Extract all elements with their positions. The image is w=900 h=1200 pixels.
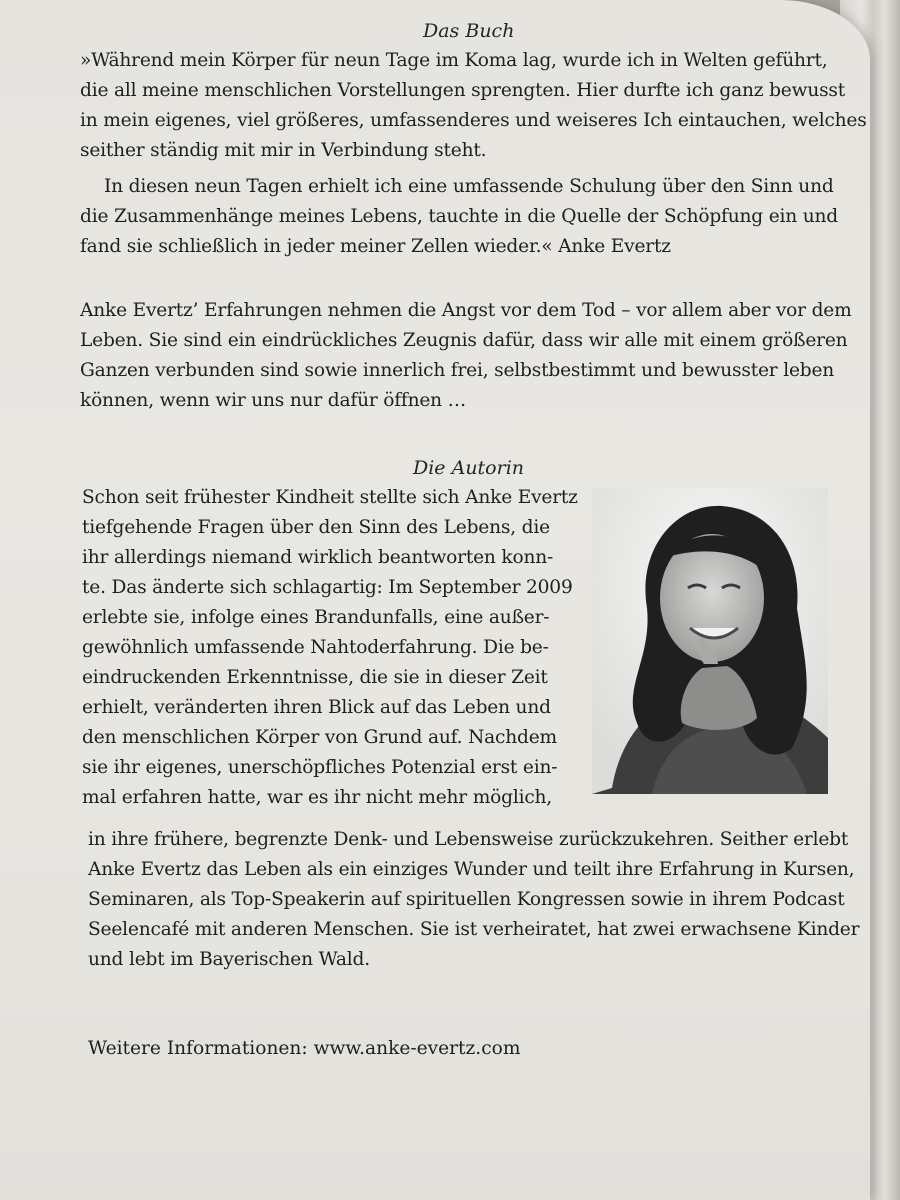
text-line: Schon seit frühester Kindheit stellte sich Anke Evertz (82, 487, 578, 508)
author-bio-full-width (88, 825, 859, 975)
text-line: tiefgehende Fragen über den Sinn des Lebens, die (82, 517, 550, 538)
author-photo (592, 488, 828, 794)
text-line: fand sie schließlich in jeder meiner Zellen wieder.« Anke Evertz (80, 236, 671, 257)
text-line: in ihre frühere, begrenzte Denk- und Lebensweise zurückzukehren. Seither erlebt (88, 829, 849, 850)
section-heading-author: Die Autorin (413, 457, 525, 479)
text-line: mal erfahren hatte, war es ihr nicht mehr möglich, (82, 787, 553, 808)
more-info-line: Weitere Informationen: www.anke-evertz.com (88, 1038, 521, 1059)
text-line: Anke Evertz’ Erfahrungen nehmen die Angst vor dem Tod – vor allem aber vor dem (80, 300, 852, 321)
author-bio-beside-photo (82, 483, 578, 813)
text-line: die all meine menschlichen Vorstellungen sprengten. Hier durfte ich ganz bewusst (80, 80, 846, 101)
book-description-paragraph (80, 296, 852, 416)
text-line: Seelencafé mit anderen Menschen. Sie ist verheiratet, hat zwei erwachsene Kinder (88, 919, 860, 940)
author-portrait-icon (592, 488, 828, 794)
text-line: te. Das änderte sich schlagartig: Im September 2009 (82, 577, 573, 598)
text-line: Leben. Sie sind ein eindrückliches Zeugnis dafür, dass wir alle mit einem größeren (80, 330, 848, 351)
text-line: in mein eigenes, viel größeres, umfassenderes und weiseres Ich eintauchen, welches (80, 110, 867, 131)
text-line: und lebt im Bayerischen Wald. (88, 949, 370, 970)
text-line: können, wenn wir uns nur dafür öffnen … (80, 390, 467, 411)
text-line: In diesen neun Tagen erhielt ich eine umfassende Schulung über den Sinn und (104, 176, 834, 197)
text-line: sie ihr eigenes, unerschöpfliches Potenzial erst ein- (82, 757, 558, 778)
text-line: Anke Evertz das Leben als ein einziges Wunder und teilt ihre Erfahrung in Kursen, (88, 859, 855, 880)
text-line: den menschlichen Körper von Grund auf. Nachdem (82, 727, 557, 748)
text-line: eindruckenden Erkenntnisse, die sie in dieser Zeit (82, 667, 548, 688)
book-quote-paragraph (80, 46, 867, 166)
text-line: Ganzen verbunden sind sowie innerlich frei, selbstbestimmt und bewusster leben (80, 360, 835, 381)
text-line: die Zusammenhänge meines Lebens, tauchte in die Quelle der Schöpfung ein und (80, 206, 838, 227)
text-line: »Während mein Körper für neun Tage im Koma lag, wurde ich in Welten geführt, (80, 50, 828, 71)
text-line: erhielt, veränderten ihren Blick auf das Leben und (82, 697, 551, 718)
text-line: erlebte sie, infolge eines Brandunfalls, eine außer- (82, 607, 550, 628)
text-line: gewöhnlich umfassende Nahtoderfahrung. Die be- (82, 637, 549, 658)
text-line: Seminaren, als Top-Speakerin auf spirituellen Kongressen sowie in ihrem Podcast (88, 889, 845, 910)
section-heading-book: Das Buch (423, 20, 515, 42)
text-line: ihr allerdings niemand wirklich beantworten konn- (82, 547, 554, 568)
text-line: seither ständig mit mir in Verbindung steht. (80, 140, 487, 161)
book-quote-paragraph-2 (80, 172, 838, 262)
